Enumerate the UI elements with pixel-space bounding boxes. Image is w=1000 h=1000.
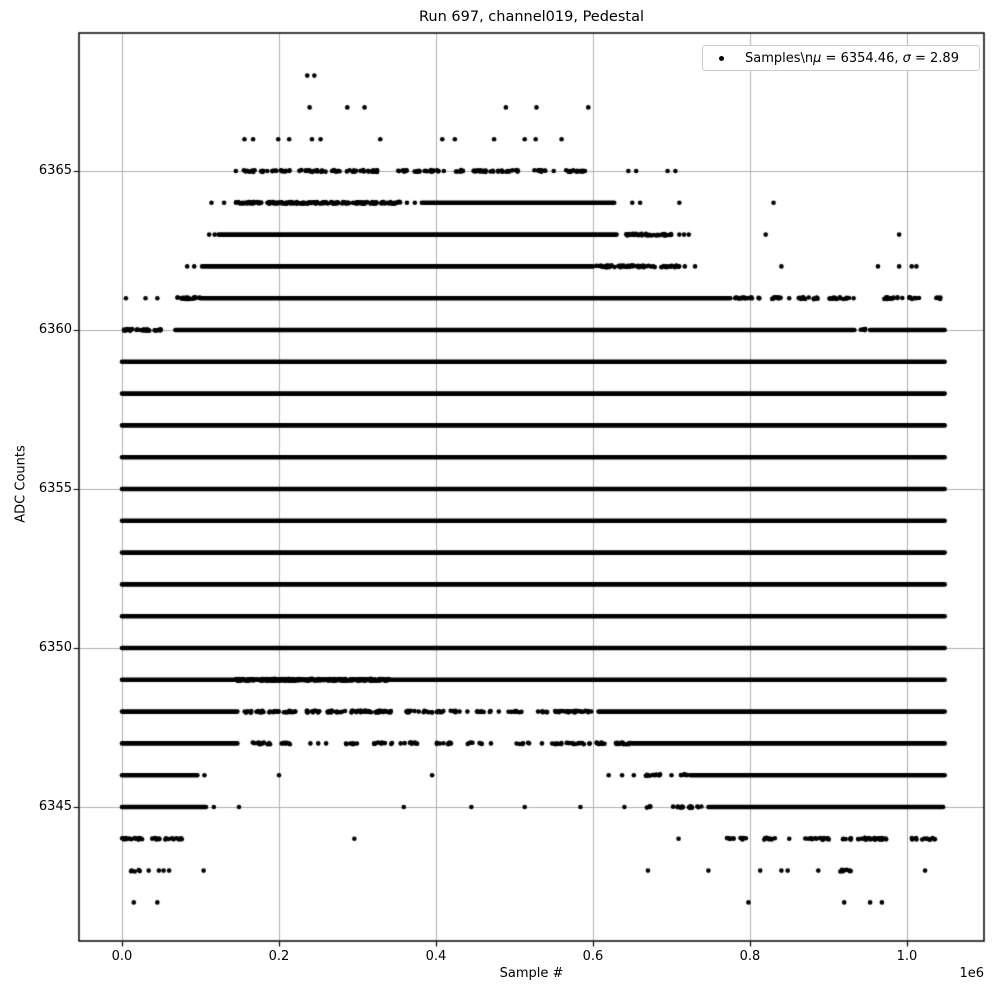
y-tick-label: 6345	[38, 799, 72, 814]
y-tick-label: 6350	[38, 640, 72, 655]
x-axis-label: Sample #	[499, 966, 564, 981]
x-tick-label: 1.0	[896, 949, 918, 964]
y-axis-label: ADC Counts	[13, 445, 29, 523]
x-tick-label: 0.4	[425, 949, 447, 964]
x-tick-label: 0.8	[739, 949, 761, 964]
x-axis-offset-label: 1e6	[959, 966, 984, 981]
y-tick-label: 6360	[38, 322, 72, 337]
x-tick-label: 0.6	[582, 949, 604, 964]
legend	[702, 45, 980, 71]
x-tick-label: 0.0	[111, 949, 133, 964]
legend-label: Samples\nμ = 6354.46, σ = 2.89	[745, 50, 959, 66]
y-tick-label: 6365	[38, 163, 72, 178]
y-tick-label: 6355	[38, 481, 72, 496]
plot-title: Run 697, channel019, Pedestal	[418, 9, 644, 25]
x-tick-label: 0.2	[268, 949, 290, 964]
legend-marker-dot-icon	[719, 56, 724, 61]
